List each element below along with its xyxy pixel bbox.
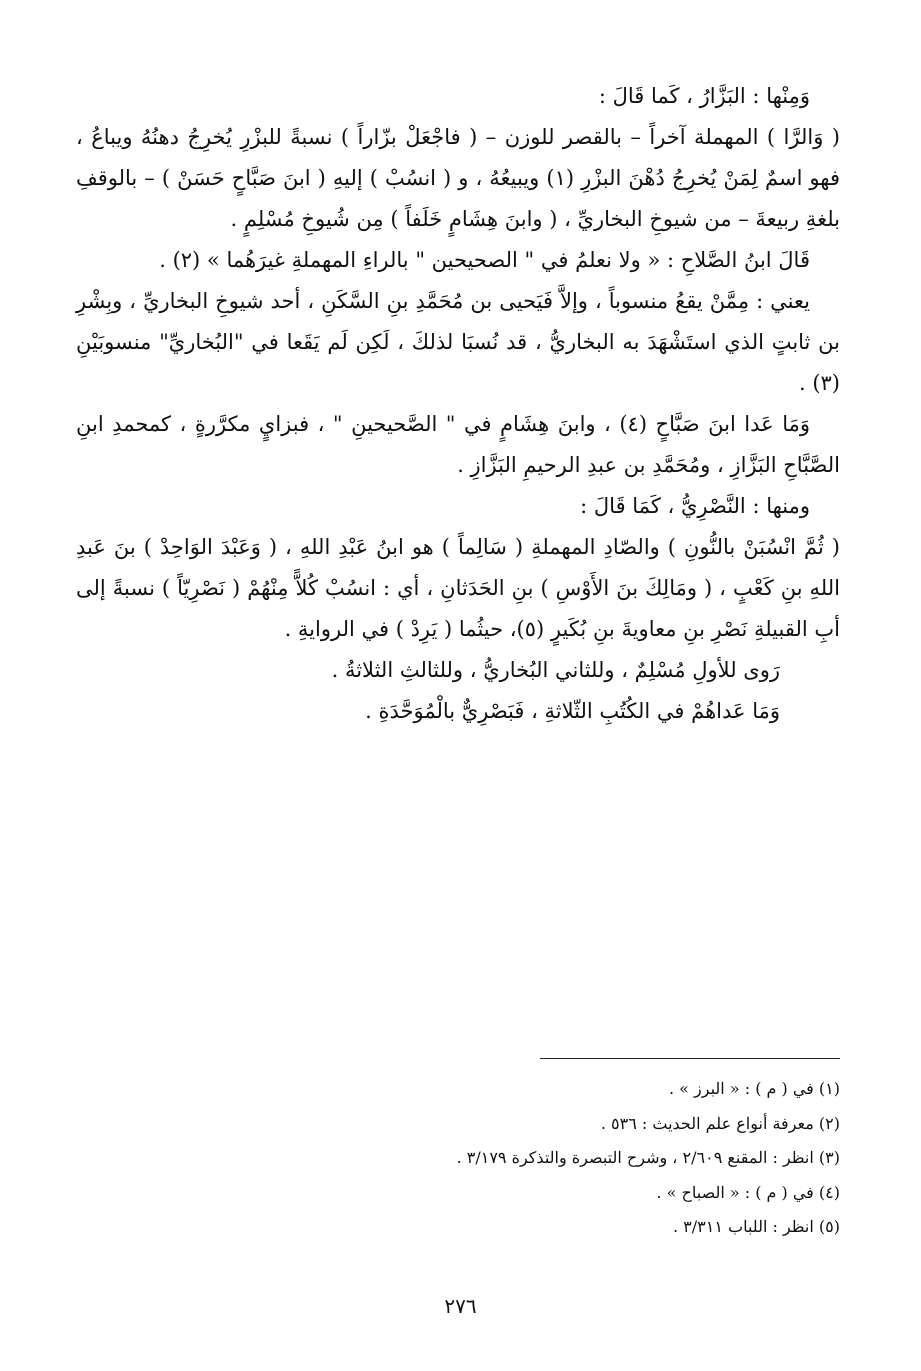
footnote-divider <box>540 1058 840 1059</box>
footnote-5: (٥) انظر : اللباب ٣/٣١١ . <box>673 1217 840 1236</box>
paragraph-9: وَمَا عَداهُمْ في الكُتُبِ الثّلاثةِ ، فَبَصْرِيٌّ بالْمُوَحَّدَةِ . <box>365 699 780 723</box>
footnote-4: (٤) في ( م ) : « الصباح » . <box>656 1182 840 1202</box>
footnotes <box>76 1072 840 1245</box>
paragraph-4: يعني : مِمَّنْ يقعُ منسوباً ، وإلاَّ فَيَحيى بن مُحَمَّدِ بنِ السَّكَنِ ، أحد شيوخِ البخاريِّ ، وبِشْرِ بن ثابتٍ الذي استَشْهَدَ به البخاريُّ ، قد نُسبَا لذلكَ ، لَكِن لَم يَقَعا في "البُخاريِّ" منسوبَيْنِ (٣) . <box>76 289 840 395</box>
page-number: ٢٧٦ <box>444 1294 477 1318</box>
paragraph-6: ومنها : النَّصْرِيُّ ، كَمَا قَالَ : <box>580 494 810 518</box>
paragraph-2: ( وَالرَّا ) المهملة آخراً – بالقصر للوزن – ( فاجْعَلْ بزّاراً ) نسبةً للبزْرِ يُخرِجُ دهنُهُ ويباعُ ، فهو اسمٌ لِمَنْ يُخرِجُ دُهْنَ البزْرِ (١) ويبيعُهُ ، و ( انسُبْ ) إليهِ ( ابنَ صَبَّاحٍ حَسَنْ ) – بالوقفِ بلغةِ ربيعةَ – من شيوخِ البخاريِّ ، ( وابنَ هِشَامٍ خَلَفاً ) مِن شُيوخِ مُسْلِمٍ . <box>76 125 840 231</box>
main-text <box>76 76 840 732</box>
footnote-1: (١) في ( م ) : « البرز » . <box>669 1079 840 1098</box>
paragraph-5: وَمَا عَدا ابنَ صَبَّاحٍ (٤) ، وابنَ هِشَامٍ في " الصَّحيحينِ " ، فبزايٍ مكرَّرةٍ ، كمحمدِ ابنِ الصَّبَّاحِ البَزَّازِ ، ومُحَمَّدِ بن عبدِ الرحيمِ البَزَّازِ . <box>76 412 840 477</box>
footnote-3: (٣) انظر : المقنع ٢/٦٠٩ ، وشرح التبصرة والتذكرة ٣/١٧٩ . <box>456 1148 840 1167</box>
paragraph-1: وَمِنْها : البَزَّارُ ، كَما قَالَ : <box>598 84 810 108</box>
paragraph-3: قَالَ ابنُ الصَّلاحِ : « ولا نعلمُ في " الصحيحين " بالراءِ المهملةِ غيرَهُما » (٢) . <box>159 248 810 272</box>
paragraph-8: رَوى للأولِ مُسْلِمٌ ، وللثاني البُخاريُّ ، وللثالثِ الثلاثةُ . <box>331 658 780 682</box>
footnote-2: (٢) معرفة أنواع علم الحديث : ٥٣٦ . <box>600 1113 840 1133</box>
paragraph-7: ( ثُمَّ انْسُبَنْ بالنُّونِ ) والصّادِ المهملةِ ( سَالِماً ) هو ابنُ عَبْدِ اللهِ ، ( وَعَبْدَ الوَاحِدْ ) بنَ عَبدِ اللهِ بنِ كَعْبٍ ، ( ومَالِكَ بنَ الأَوْسِ ) بنِ الحَدَثانِ ، أي : انسُبْ كُلاًّ مِنْهُمْ ( نَصْرِيّاً ) نسبةً إلى أبِ القبيلةِ نَصْرِ بنِ معاويةَ بنِ بُكَيرٍ (٥)، حيثُما ( يَرِدْ ) في الروايةِ . <box>76 535 840 641</box>
